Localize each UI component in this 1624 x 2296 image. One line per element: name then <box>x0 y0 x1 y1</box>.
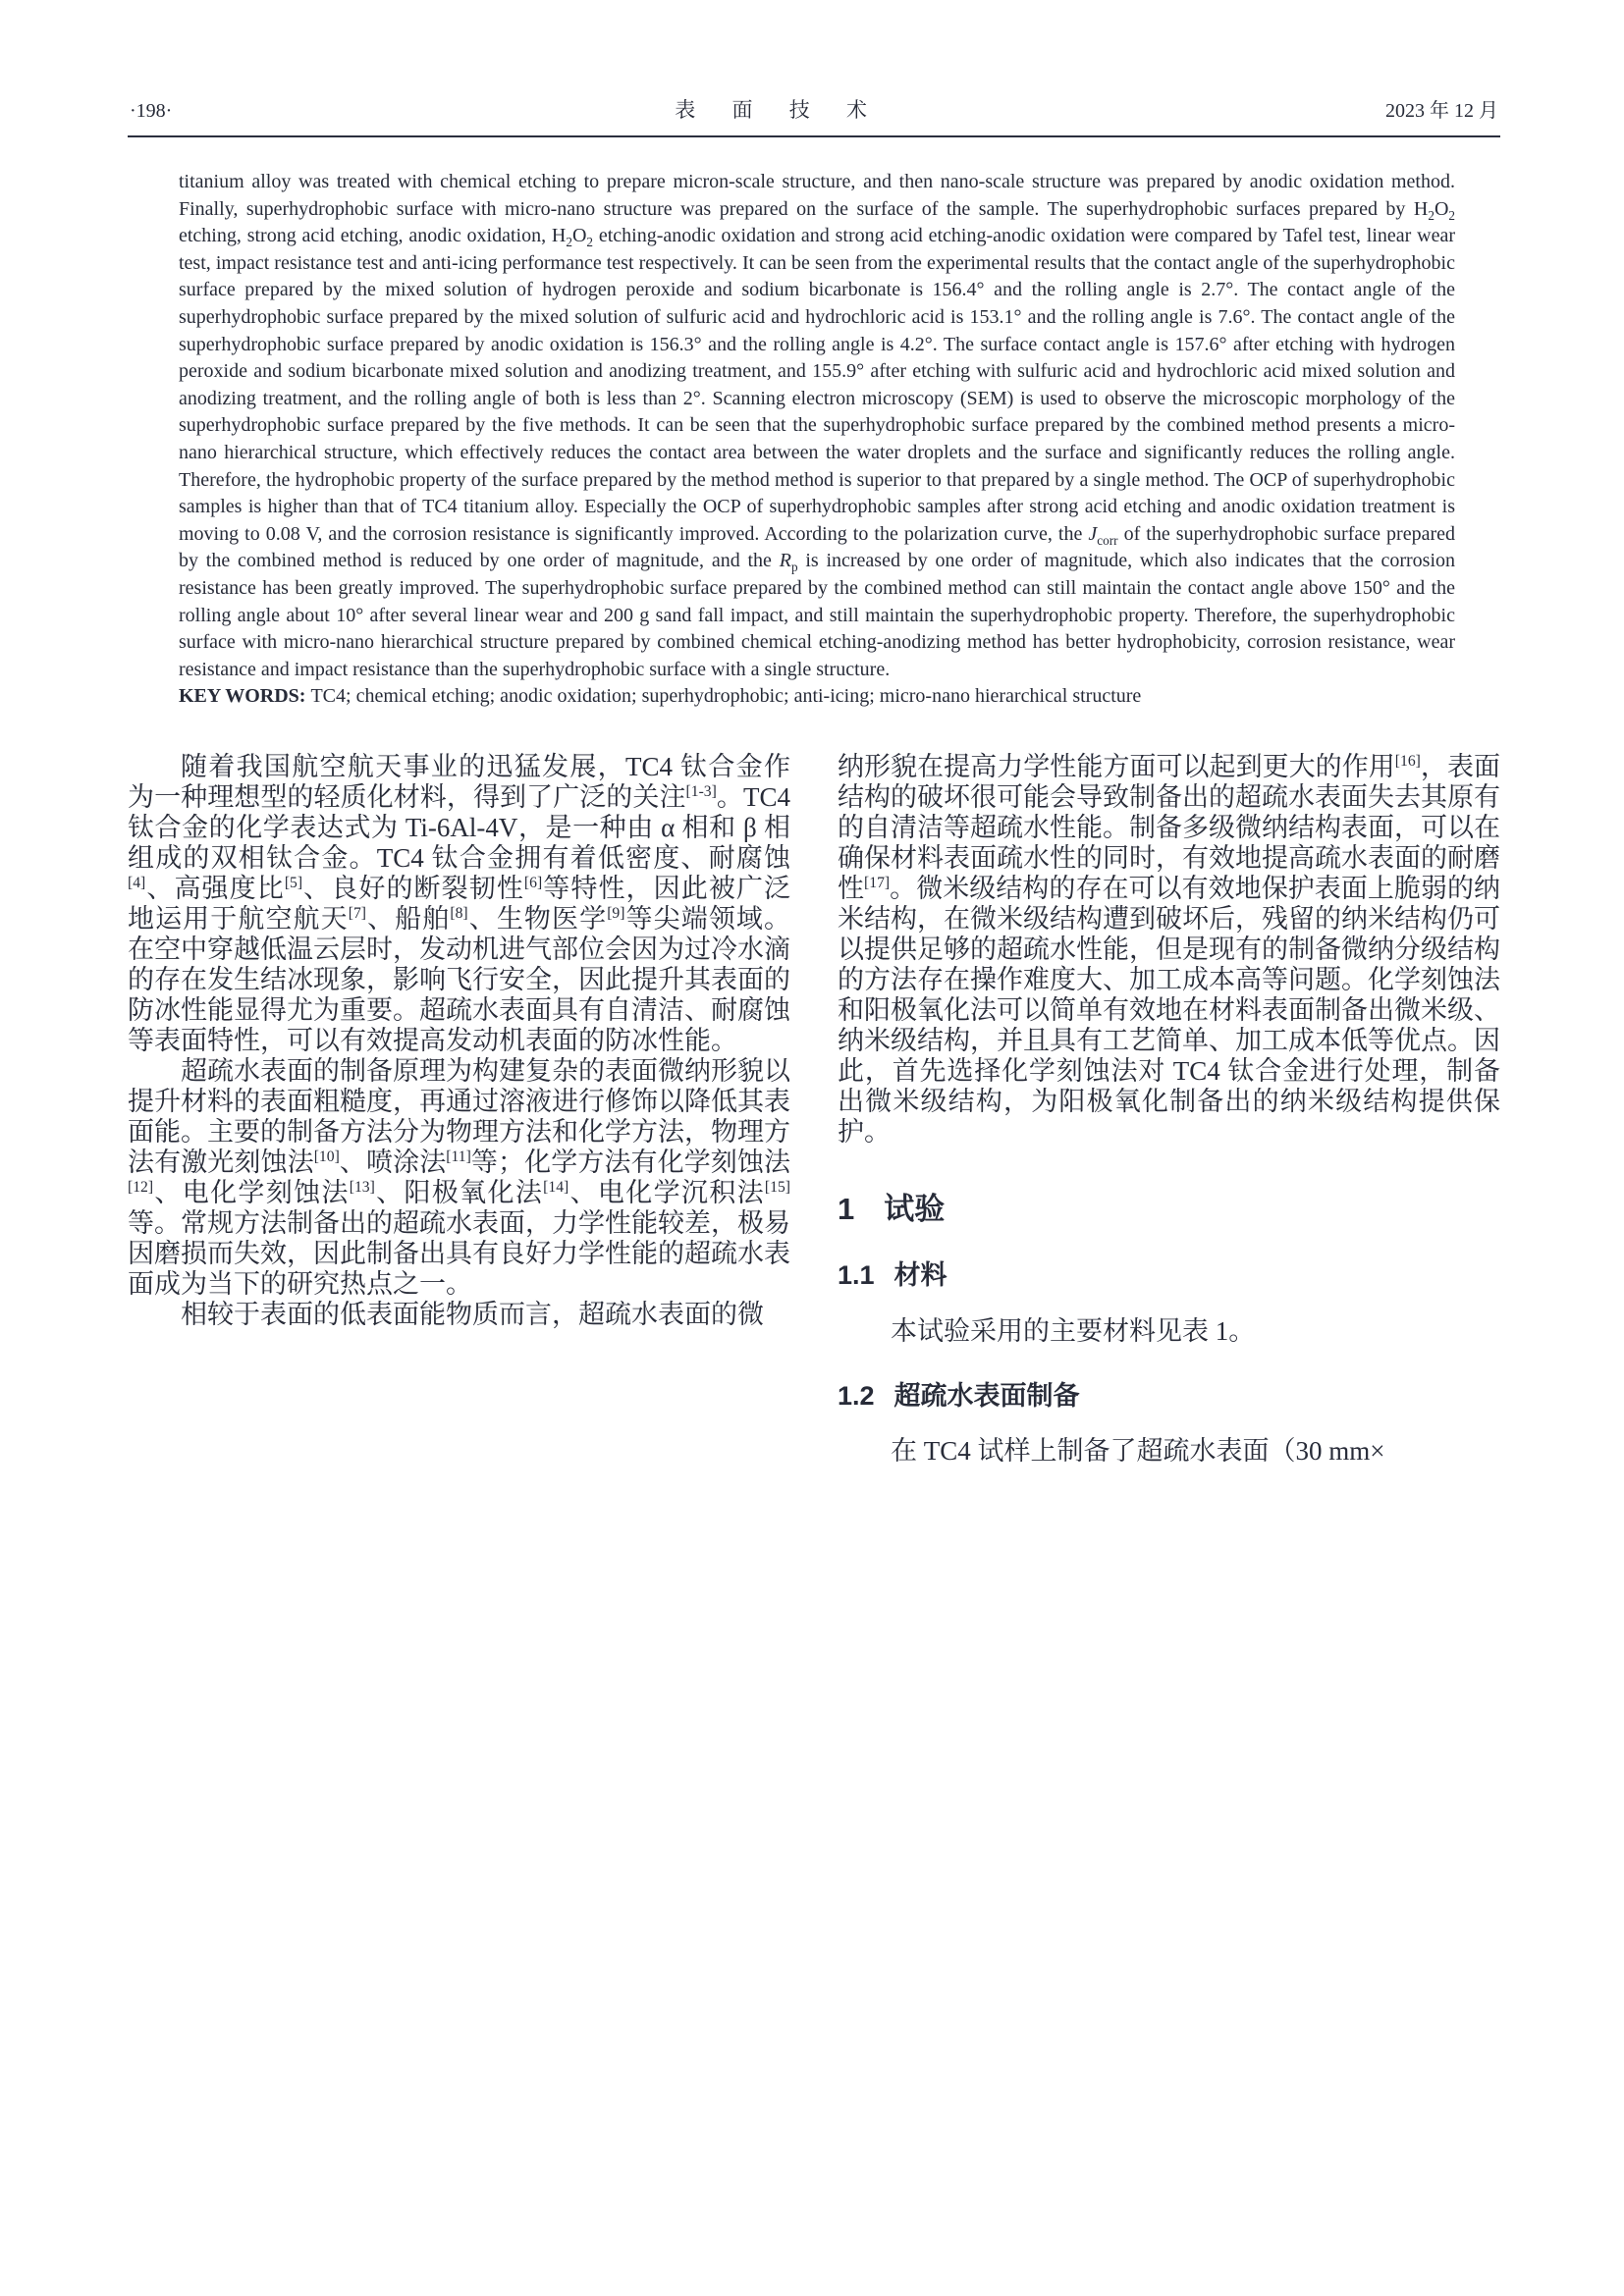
body-paragraph-continuation: 纳形貌在提高力学性能方面可以起到更大的作用[16]，表面结构的破坏很可能会导致制备出的超疏水表面失去其原有的自清洁等超疏水性能。制备多级微纳结构表面，可以在确保材料表面疏水性的同时，有效地提高疏水表面的耐磨性[17]。微米级结构的存在可以有效地保护表面上脆弱的纳米结构，在微米级结构遭到破坏后，残留的纳米结构仍可以提供足够的超疏水性能，但是现有的制备微纳分级结构的方法存在操作难度大、加工成本高等问题。化学刻蚀法和阳极氧化法可以简单有效地在材料表面制备出微米级、纳米级结构，并且具有工艺简单、加工成本低等优点。因此，首先选择化学刻蚀法对 TC4 钛合金进行处理，制备出微米级结构，为阳极氧化制备出的纳米级结构提供保护。 <box>838 751 1501 1147</box>
section-heading-experiment <box>838 1193 1500 1226</box>
section-heading-materials <box>838 1261 1500 1291</box>
body-paragraph-intro: 随着我国航空航天事业的迅猛发展，TC4 钛合金作为一种理想型的轻质化材料，得到了广泛的关注[1-3]。TC4 钛合金的化学表达式为 Ti-6Al-4V，是一种由 α 相和 β 相组成的双相钛合金。TC4 钛合金拥有着低密度、耐腐蚀[4]、高强度比[5]、良好的断裂韧性[6]等特性，因此被广泛地运用于航空航天[7]、船舶[8]、生物医学[9]等尖端领域。在空中穿越低温云层时，发动机进气部位会因为过冷水滴的存在发生结冰现象，影响飞行安全，因此提升其表面的防冰性能显得尤为重要。超疏水表面具有自清洁、耐腐蚀等表面特性，可以有效提高发动机表面的防冰性能。 <box>128 751 791 1055</box>
keywords-text: TC4; chemical etching; anodic oxidation; superhydrophobic; anti-icing; micro-nano hierarchical structure <box>310 685 1142 708</box>
page-header <box>128 94 1500 137</box>
body-paragraph-transition: 相较于表面的低表面能物质而言，超疏水表面的微 <box>181 1299 764 1329</box>
body-columns <box>128 752 1500 1467</box>
keywords-label: KEY WORDS: <box>179 685 311 708</box>
section-number: 1 <box>838 1191 855 1226</box>
section-title: 超疏水表面制备 <box>893 1380 1080 1411</box>
section-number: 1.1 <box>838 1259 875 1290</box>
issue-date: 2023 年 12 月 <box>1384 100 1498 122</box>
abstract-paragraph: titanium alloy was treated with chemical etching to prepare micron-scale structure, and then nano-scale structure was prepared by anodic oxidation method. Finally, superhydrophobic surface with micro-nano structure was prepared on the surface of the sample. The superhydrophobic surfaces prepared by $H_2O_2$ etching, strong acid etching, anodic oxidation, $H_2O_2$ etching-anodic oxidation and strong acid etching-anodic oxidation were compared by Tafel test, linear wear test, impact resistance test and anti-icing performance test respectively. It can be seen from the experimental results that the contact angle of the superhydrophobic surface prepared by the mixed solution of hydrogen peroxide and sodium bicarbonate is 156.4° and the rolling angle is 2.7°. The contact angle of the superhydrophobic surface prepared by the mixed solution of sulfuric acid and hydrochloric acid is 153.1° and the rolling angle is 7.6°. The contact angle of the superhydrophobic surface prepared by anodic oxidation is 156.3° and the rolling angle is 4.2°. The surface contact angle is 157.6° after etching with hydrogen peroxide and sodium bicarbonate mixed solution and anodizing treatment, and 155.9° after etching with sulfuric acid and hydrochloric acid mixed solution and anodizing treatment, and the rolling angle of both is less than 2°. Scanning electron microscopy (SEM) is used to observe the microscopic morphology of the superhydrophobic surface prepared by the five methods. It can be seen that the superhydrophobic surface prepared by the combined method presents a micro-nano hierarchical structure, which effectively reduces the contact area between the water droplets and the surface and significantly reduces the rolling angle. Therefore, the hydrophobic property of the surface prepared by the method method is superior to that prepared by a single method. The OCP of superhydrophobic samples is higher than that of TC4 titanium alloy. Especially the OCP of superhydrophobic samples after strong acid etching and anodic oxidation treatment is moving to 0.08 V, and the corrosion resistance is significantly improved. According to the polarization curve, the $J_{corr}$ of the superhydrophobic surface prepared by the combined method is reduced by one order of magnitude, and the $R_p$ is increased by one order of magnitude, which also indicates that the corrosion resistance has been greatly improved. The superhydrophobic surface prepared by the combined method can still maintain the contact angle above 150° and the rolling angle about 10° after several linear wear and 200 g sand fall impact, and still maintain the superhydrophobic property. Therefore, the superhydrophobic surface with micro-nano hierarchical structure prepared by combined chemical etching-anodizing method has better hydrophobicity, corrosion resistance, wear resistance and impact resistance than the superhydrophobic surface with a single structure. <box>179 171 1455 680</box>
section-title: 材料 <box>893 1259 947 1290</box>
materials-paragraph: 本试验采用的主要材料见表 1。 <box>891 1315 1256 1346</box>
section-title: 试验 <box>884 1191 946 1226</box>
abstract-block <box>179 169 1455 711</box>
body-paragraph-methods: 超疏水表面的制备原理为构建复杂的表面微纳形貌以提升材料的表面粗糙度，再通过溶液进行修饰以降低其表面能。主要的制备方法分为物理方法和化学方法，物理方法有激光刻蚀法[10]、喷涂法[11]等；化学方法有化学刻蚀法[12]、电化学刻蚀法[13]、阳极氧化法[14]、电化学沉积法[15]等。常规方法制备出的超疏水表面，力学性能较差，极易因磨损而失效，因此制备出具有良好力学性能的超疏水表面成为当下的研究热点之一。 <box>128 1055 791 1299</box>
keywords-line <box>179 683 1455 711</box>
journal-title: 表 面 技 术 <box>675 98 884 122</box>
section-heading-preparation <box>838 1382 1500 1412</box>
left-column <box>128 752 790 1467</box>
page-number: ·198· <box>130 100 173 122</box>
preparation-paragraph: 在 TC4 试样上制备了超疏水表面（30 mm× <box>891 1436 1385 1467</box>
section-number: 1.2 <box>838 1380 875 1411</box>
right-column <box>838 752 1500 1467</box>
